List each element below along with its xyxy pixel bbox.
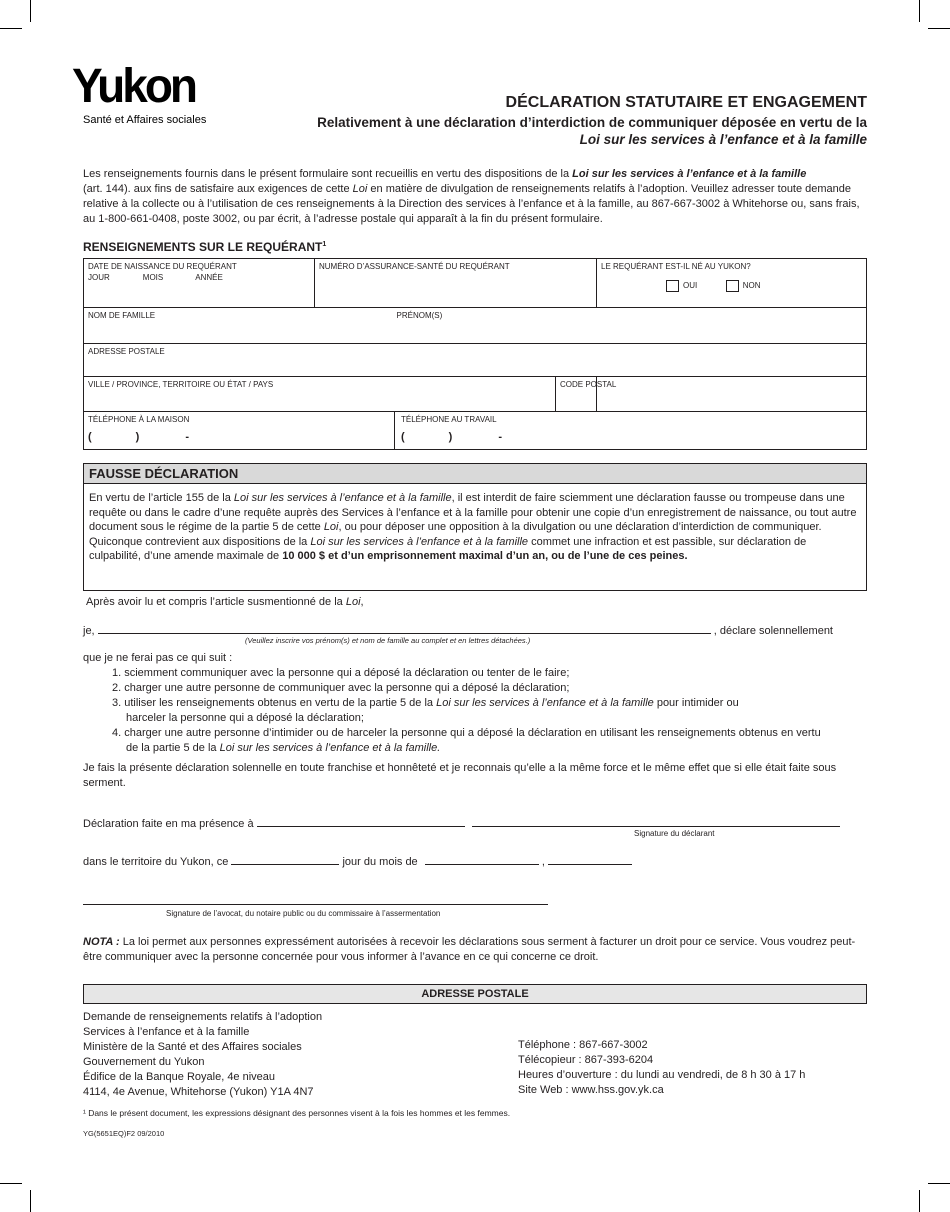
crop-mark: [928, 1183, 950, 1184]
health-number-field[interactable]: NUMÉRO D’ASSURANCE-SANTÉ DU REQUÉRANT: [315, 259, 597, 308]
false-declaration-box: [83, 463, 867, 591]
crop-mark: [919, 1190, 920, 1212]
mailing-address-block: Demande de renseignements relatifs à l’adoption Services à l’enfance et à la famille Ministère de la Santé et des Affaires sociales Gouvernement du Yukon Édifice de la Banque Royale, 4e niveau 4114, 4e Avenue, Whitehorse (Yukon) Y1A 4N7: [83, 1011, 323, 1098]
dob-field[interactable]: DATE DE NAISSANCE DU REQUÉRANT JOUR MOIS ANNÉE: [84, 259, 315, 308]
presence-line: Déclaration faite en ma présence à: [83, 815, 840, 832]
je-line: je, , déclare solennellement: [83, 622, 833, 639]
form-subtitle-law: Loi sur les services à l’enfance et à la famille: [579, 132, 867, 147]
form-subtitle: Relativement à une déclaration d’interdiction de communiquer déposée en vertu de la: [317, 115, 867, 130]
false-declaration-text: En vertu de l’article 155 de la Loi sur les services à l’enfance et à la famille, il est interdit de faire sciemment une déclaration fausse ou trompeuse dans une requête ou dans le cadre d’une requête auprès des Services à l’enfance et à la famille pour obtenir une copie d’un enregistrement de naissance, ou tout autre document sous le régime de la partie 5 de cette Loi, ou pour déposer une opposition à la divulgation ou une déclaration d’interdiction de communiquer. Quiconque contrevient aux dispositions de la Loi sur les services à l’enfance et à la famille commet une infraction et est passible, sur déclaration de culpabilité, d’une amende maximale de 10 000 $ et d’un emprisonnement maximal d’un an, ou de l’une de ces peines.: [89, 492, 857, 562]
list-item: 3. utiliser les renseignements obtenus en vertu de la partie 5 de la Loi sur les services à l’enfance et à la famille pour intimider ou: [112, 697, 739, 709]
name-field[interactable]: NOM DE FAMILLE PRÉNOM(S): [84, 308, 867, 344]
lawyer-signature-label: Signature de l’avocat, du notaire public ou du commissaire à l’assermentation: [166, 909, 441, 918]
name-hint: (Veuillez inscrire vos prénom(s) et nom de famille au complet et en lettres détachées.): [245, 636, 531, 645]
list-item: 1. sciemment communiquer avec la personne qui a déposé la déclaration ou tenter de le faire;: [112, 667, 570, 679]
after-reading-line: Après avoir lu et compris l’article susmentionné de la Loi,: [86, 596, 364, 608]
declarant-signature-input[interactable]: [472, 815, 840, 827]
crop-mark: [0, 1183, 22, 1184]
requester-table: [83, 258, 867, 450]
list-item: 2. charger une autre personne de communiquer avec la personne qui a déposé la déclaration;: [112, 682, 570, 694]
form-title: DÉCLARATION STATUTAIRE ET ENGAGEMENT: [505, 94, 867, 111]
crop-mark: [0, 28, 22, 29]
work-phone-field[interactable]: TÉLÉPHONE AU TRAVAIL ( ) -: [401, 415, 503, 443]
crop-mark: [30, 1190, 31, 1212]
undertaking-list: que je ne ferai pas ce qui suit : 1. sciemment communiquer avec la personne qui a déposé la déclaration ou tenter de le faire; 2. charger une autre personne de communiquer avec la personne qui a déposé la déclaration; 3. utiliser les renseignements obtenus en vertu de la partie 5 de la Loi sur les services à l’enfance et à la famille pour intimider ou harceler la personne qui a déposé la déclaration; 4. charger une autre personne d’intimider ou de harceler la personne qui a déposé la déclaration en utilisant les renseignements obtenus en vertu de la partie 5 de la Loi sur les services à l’enfance et à la famille.: [83, 651, 873, 756]
logo-subtitle: Santé et Affaires sociales: [83, 114, 207, 126]
home-phone-field[interactable]: TÉLÉPHONE À LA MAISON ( ) -: [84, 412, 395, 449]
crop-mark: [30, 0, 31, 22]
lawyer-signature-input[interactable]: [83, 904, 548, 905]
list-item: 4. charger une autre personne d’intimider ou de harceler la personne qui a déposé la déclaration en utilisant les renseignements obtenus en vertu: [112, 727, 821, 739]
website-link[interactable]: Site Web : www.hss.gov.yk.ca: [518, 1084, 664, 1096]
intro-paragraph: Les renseignements fournis dans le présent formulaire sont recueillis en vertu des dispositions de la Loi sur les services à l’enfance et à la famille (art. 144). aux fins de satisfaire aux exigences de cette Loi en matière de divulgation de renseignements relatifs à l’adoption. Veuillez adresser toute demande relative à la collecte ou à l’utilisation de ces renseignements à la Direction des services à l’enfance et à la famille, au 867-667-3002 à Whitehorse ou, sans frais, au 1-800-661-0408, poste 3002, ou par écrit, à l’adresse postale qui apparaît à la fin du présent formulaire.: [83, 168, 860, 225]
full-name-input[interactable]: [98, 622, 711, 634]
address-field[interactable]: ADRESSE POSTALE: [84, 344, 867, 377]
postal-code-field[interactable]: CODE POSTAL: [597, 377, 867, 412]
born-in-yukon-field: LE REQUÉRANT EST-IL NÉ AU YUKON? OUI NON: [597, 259, 867, 308]
contact-block: Téléphone : 867-667-3002 Télécopieur : 867-393-6204 Heures d’ouverture : du lundi au vendredi, de 8 h 30 à 17 h Site Web : www.hss.gov.yk.ca: [518, 1039, 806, 1096]
crop-mark: [919, 0, 920, 22]
crop-mark: [928, 28, 950, 29]
false-declaration-title: FAUSSE DÉCLARATION: [84, 464, 866, 484]
month-input[interactable]: [425, 853, 539, 865]
place-input[interactable]: [257, 815, 465, 827]
city-field[interactable]: VILLE / PROVINCE, TERRITOIRE OU ÉTAT / PAYS: [84, 377, 597, 412]
year-input[interactable]: [548, 853, 632, 865]
form-code: YG(5651EQ)F2 09/2010: [83, 1129, 165, 1138]
no-checkbox[interactable]: [726, 280, 739, 292]
solemn-declaration: Je fais la présente déclaration solennelle en toute franchise et honnêteté et je reconnais qu’elle a la même force et le même effet que si elle était faite sous serment.: [83, 762, 837, 789]
mailing-address-title: ADRESSE POSTALE: [83, 984, 867, 1004]
requester-section-title: RENSEIGNEMENTS SUR LE REQUÉRANT$^1$: [83, 240, 327, 254]
footnote: ¹ Dans le présent document, les expressions désignant des personnes visent à la fois les hommes et les femmes.: [83, 1108, 511, 1118]
yes-checkbox[interactable]: [666, 280, 679, 292]
declarant-signature-label: Signature du déclarant: [634, 829, 715, 838]
day-input[interactable]: [231, 853, 339, 865]
date-line: dans le territoire du Yukon, ce jour du mois de ,: [83, 853, 632, 870]
nota-paragraph: NOTA : La loi permet aux personnes expressément autorisées à recevoir les déclarations sous serment à facturer un droit pour ce service. Vous voudrez peut-être communiquer avec la personne concernée pour vous informer à l’avance en ce qui concerne ce droit.: [83, 936, 856, 963]
yukon-logo: Yukon: [72, 57, 196, 113]
